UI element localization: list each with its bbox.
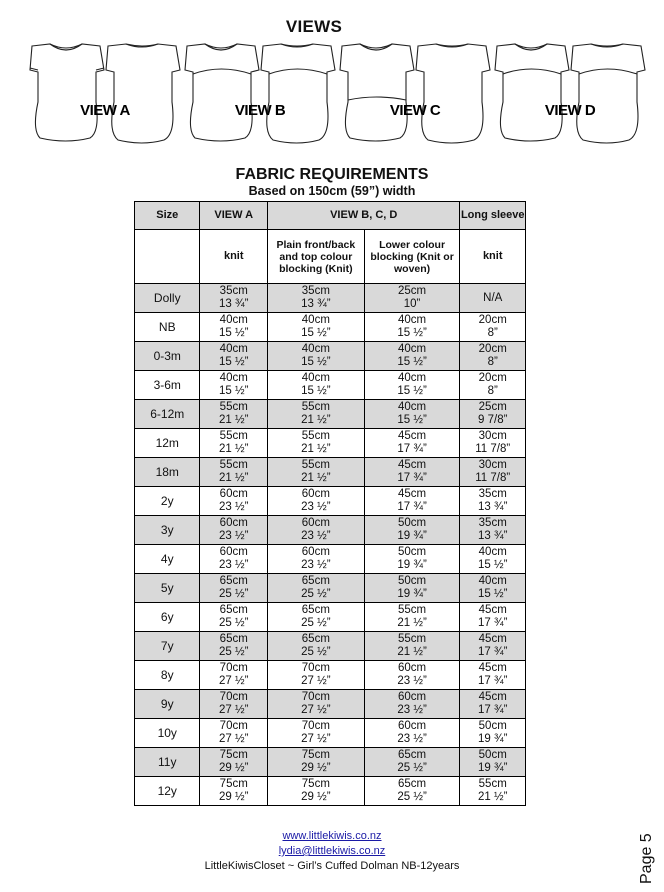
- views-title: VIEWS: [285, 17, 343, 36]
- metric-amount: 45cm: [478, 604, 507, 616]
- amount-cell: [267, 429, 364, 458]
- amount-cell: [460, 429, 526, 458]
- amount-cell: [460, 748, 526, 777]
- metric-amount: 35cm: [478, 517, 507, 529]
- imperial-amount: 17 ¾”: [478, 704, 508, 716]
- imperial-amount: 23 ½”: [397, 733, 427, 745]
- imperial-amount: 15 ½”: [397, 327, 427, 339]
- amount-cell: [460, 603, 526, 632]
- imperial-amount: 15 ½”: [397, 414, 427, 426]
- size-cell: 2y: [135, 487, 200, 516]
- subheader-knit: knit: [200, 230, 268, 284]
- metric-amount: 60cm: [398, 720, 427, 732]
- amount-cell: [460, 400, 526, 429]
- amount-cell: [364, 284, 460, 313]
- imperial-amount: 29 ½”: [301, 791, 331, 803]
- imperial-amount: 25 ½”: [301, 646, 331, 658]
- metric-amount: 75cm: [301, 749, 330, 761]
- metric-amount: 40cm: [398, 401, 427, 413]
- imperial-amount: 25 ½”: [219, 646, 249, 658]
- amount-cell: [460, 632, 526, 661]
- metric-amount: 50cm: [478, 720, 507, 732]
- amount-cell: [200, 429, 268, 458]
- table-row: [135, 487, 526, 516]
- table-row: [135, 603, 526, 632]
- imperial-amount: 23 ½”: [219, 559, 249, 571]
- imperial-amount: 19 ¾”: [397, 559, 427, 571]
- amount-cell: [364, 371, 460, 400]
- amount-cell: [460, 719, 526, 748]
- metric-amount: 65cm: [301, 633, 330, 645]
- amount-cell: [364, 458, 460, 487]
- amount-cell: [267, 719, 364, 748]
- amount-cell: [460, 487, 526, 516]
- imperial-amount: 23 ½”: [301, 501, 331, 513]
- metric-amount: 40cm: [478, 546, 507, 558]
- fabric-requirements-table: [134, 201, 526, 806]
- view-d-illustration: [493, 40, 647, 150]
- view-c-label: VIEW C: [389, 102, 441, 119]
- imperial-amount: 19 ¾”: [397, 588, 427, 600]
- imperial-amount: 25 ½”: [219, 588, 249, 600]
- amount-cell: [200, 400, 268, 429]
- footer-email[interactable]: [0, 845, 664, 857]
- metric-amount: 45cm: [478, 633, 507, 645]
- view-b-label: VIEW B: [234, 102, 286, 119]
- amount-cell: [200, 545, 268, 574]
- metric-amount: 60cm: [398, 691, 427, 703]
- metric-amount: 35cm: [478, 488, 507, 500]
- subheader-empty: [135, 230, 200, 284]
- metric-amount: 55cm: [219, 401, 248, 413]
- imperial-amount: 23 ½”: [219, 501, 249, 513]
- amount-cell: [267, 284, 364, 313]
- imperial-amount: 23 ½”: [397, 675, 427, 687]
- imperial-amount: 27 ½”: [219, 704, 249, 716]
- size-cell: 18m: [135, 458, 200, 487]
- imperial-amount: 23 ½”: [301, 530, 331, 542]
- table-row: [135, 516, 526, 545]
- amount-cell: [267, 371, 364, 400]
- amount-cell: [200, 342, 268, 371]
- imperial-amount: 27 ½”: [219, 675, 249, 687]
- amount-cell: [460, 313, 526, 342]
- imperial-amount: 21 ½”: [397, 617, 427, 629]
- shirt-front-back-icon: [28, 40, 182, 150]
- amount-cell: [200, 661, 268, 690]
- header-size: Size: [135, 202, 200, 230]
- imperial-amount: 21 ½”: [301, 443, 331, 455]
- size-cell: 12y: [135, 777, 200, 806]
- imperial-amount: 15 ½”: [397, 385, 427, 397]
- amount-cell: [364, 777, 460, 806]
- imperial-amount: 21 ½”: [219, 443, 249, 455]
- metric-amount: 20cm: [478, 314, 507, 326]
- subheader-knit-long: knit: [460, 230, 526, 284]
- amount-cell: [364, 342, 460, 371]
- amount-cell: [267, 342, 364, 371]
- imperial-amount: 17 ¾”: [397, 501, 427, 513]
- fabric-subtitle: Based on 150cm (59”) width: [248, 184, 416, 198]
- size-cell: 3y: [135, 516, 200, 545]
- imperial-amount: 21 ½”: [478, 791, 508, 803]
- website-link[interactable]: www.littlekiwis.co.nz: [282, 830, 382, 842]
- imperial-amount: 15 ½”: [219, 327, 249, 339]
- amount-cell: [267, 690, 364, 719]
- metric-amount: 60cm: [301, 488, 330, 500]
- amount-cell: [460, 574, 526, 603]
- size-cell: 11y: [135, 748, 200, 777]
- amount-cell: [460, 284, 526, 313]
- table-row: [135, 342, 526, 371]
- imperial-amount: 10”: [403, 298, 421, 310]
- imperial-amount: 15 ½”: [301, 356, 331, 368]
- metric-amount: 50cm: [478, 749, 507, 761]
- metric-amount: 40cm: [398, 372, 427, 384]
- size-cell: 0-3m: [135, 342, 200, 371]
- metric-amount: 30cm: [478, 459, 507, 471]
- metric-amount: 75cm: [301, 778, 330, 790]
- metric-amount: 55cm: [219, 430, 248, 442]
- table-row: [135, 690, 526, 719]
- imperial-amount: 27 ½”: [219, 733, 249, 745]
- amount-cell: [267, 574, 364, 603]
- metric-amount: 20cm: [478, 343, 507, 355]
- imperial-amount: 19 ¾”: [478, 733, 508, 745]
- imperial-amount: 13 ¾”: [478, 530, 508, 542]
- amount-cell: [364, 748, 460, 777]
- amount-cell: [460, 545, 526, 574]
- imperial-amount: 27 ½”: [301, 733, 331, 745]
- metric-amount: 65cm: [398, 749, 427, 761]
- metric-amount: 50cm: [398, 546, 427, 558]
- metric-amount: 25cm: [478, 401, 507, 413]
- metric-amount: N/A: [483, 291, 503, 304]
- amount-cell: [267, 632, 364, 661]
- imperial-amount: 8”: [487, 327, 498, 339]
- size-cell: 5y: [135, 574, 200, 603]
- size-cell: 9y: [135, 690, 200, 719]
- size-cell: 7y: [135, 632, 200, 661]
- metric-amount: 55cm: [301, 459, 330, 471]
- metric-amount: 35cm: [301, 285, 330, 297]
- metric-amount: 30cm: [478, 430, 507, 442]
- amount-cell: [267, 661, 364, 690]
- metric-amount: 25cm: [398, 285, 427, 297]
- imperial-amount: 25 ½”: [301, 617, 331, 629]
- metric-amount: 60cm: [219, 488, 248, 500]
- imperial-amount: 25 ½”: [397, 762, 427, 774]
- imperial-amount: 17 ¾”: [397, 472, 427, 484]
- amount-cell: [364, 429, 460, 458]
- imperial-amount: 15 ½”: [219, 385, 249, 397]
- amount-cell: [460, 661, 526, 690]
- metric-amount: 70cm: [219, 720, 248, 732]
- amount-cell: [364, 690, 460, 719]
- imperial-amount: 8”: [487, 356, 498, 368]
- imperial-amount: 23 ½”: [219, 530, 249, 542]
- table-row: [135, 400, 526, 429]
- amount-cell: [267, 603, 364, 632]
- metric-amount: 60cm: [398, 662, 427, 674]
- metric-amount: 40cm: [301, 372, 330, 384]
- table-row: [135, 719, 526, 748]
- amount-cell: [200, 516, 268, 545]
- metric-amount: 55cm: [301, 430, 330, 442]
- shirt-front-back-icon: [338, 40, 492, 150]
- table-body: [135, 284, 526, 806]
- metric-amount: 70cm: [301, 720, 330, 732]
- metric-amount: 65cm: [301, 575, 330, 587]
- imperial-amount: 23 ½”: [301, 559, 331, 571]
- amount-cell: [364, 574, 460, 603]
- amount-cell: [364, 516, 460, 545]
- table-subheader-row: [135, 230, 526, 284]
- size-cell: 4y: [135, 545, 200, 574]
- view-c-illustration: [338, 40, 492, 150]
- imperial-amount: 15 ½”: [478, 559, 508, 571]
- footer-website[interactable]: [0, 830, 664, 842]
- size-cell: 10y: [135, 719, 200, 748]
- metric-amount: 40cm: [398, 343, 427, 355]
- amount-cell: [267, 545, 364, 574]
- metric-amount: 45cm: [398, 430, 427, 442]
- table-row: [135, 661, 526, 690]
- imperial-amount: 15 ½”: [219, 356, 249, 368]
- metric-amount: 65cm: [219, 575, 248, 587]
- amount-cell: [200, 371, 268, 400]
- imperial-amount: 29 ½”: [219, 791, 249, 803]
- imperial-amount: 29 ½”: [301, 762, 331, 774]
- imperial-amount: 25 ½”: [219, 617, 249, 629]
- imperial-amount: 21 ½”: [301, 414, 331, 426]
- metric-amount: 70cm: [219, 691, 248, 703]
- amount-cell: [460, 371, 526, 400]
- page-number: Page 5: [638, 833, 655, 884]
- amount-cell: [200, 313, 268, 342]
- amount-cell: [364, 487, 460, 516]
- header-view-a: VIEW A: [200, 202, 268, 230]
- amount-cell: [364, 400, 460, 429]
- metric-amount: 45cm: [398, 488, 427, 500]
- imperial-amount: 17 ¾”: [478, 646, 508, 658]
- amount-cell: [200, 777, 268, 806]
- metric-amount: 55cm: [398, 633, 427, 645]
- size-cell: 12m: [135, 429, 200, 458]
- metric-amount: 35cm: [219, 285, 248, 297]
- table-row: [135, 632, 526, 661]
- amount-cell: [200, 574, 268, 603]
- imperial-amount: 27 ½”: [301, 675, 331, 687]
- imperial-amount: 19 ¾”: [478, 762, 508, 774]
- metric-amount: 75cm: [219, 778, 248, 790]
- view-a-label: VIEW A: [80, 102, 130, 119]
- amount-cell: [200, 487, 268, 516]
- amount-cell: [200, 690, 268, 719]
- table-row: [135, 284, 526, 313]
- amount-cell: [364, 719, 460, 748]
- amount-cell: [267, 400, 364, 429]
- metric-amount: 60cm: [219, 517, 248, 529]
- imperial-amount: 17 ¾”: [397, 443, 427, 455]
- amount-cell: [364, 603, 460, 632]
- metric-amount: 60cm: [219, 546, 248, 558]
- imperial-amount: 29 ½”: [219, 762, 249, 774]
- amount-cell: [364, 313, 460, 342]
- amount-cell: [364, 632, 460, 661]
- amount-cell: [267, 313, 364, 342]
- imperial-amount: 15 ½”: [301, 385, 331, 397]
- metric-amount: 65cm: [219, 604, 248, 616]
- metric-amount: 75cm: [219, 749, 248, 761]
- metric-amount: 70cm: [301, 662, 330, 674]
- imperial-amount: 17 ¾”: [478, 617, 508, 629]
- imperial-amount: 21 ½”: [397, 646, 427, 658]
- footer-credit: LittleKiwisCloset ~ Girl’s Cuffed Dolman NB-12years: [204, 860, 460, 872]
- table-row: [135, 371, 526, 400]
- metric-amount: 40cm: [398, 314, 427, 326]
- table-row: [135, 748, 526, 777]
- metric-amount: 45cm: [398, 459, 427, 471]
- imperial-amount: 11 7/8”: [475, 443, 511, 455]
- imperial-amount: 17 ¾”: [478, 675, 508, 687]
- imperial-amount: 25 ½”: [397, 791, 427, 803]
- imperial-amount: 25 ½”: [301, 588, 331, 600]
- size-cell: 3-6m: [135, 371, 200, 400]
- amount-cell: [460, 690, 526, 719]
- amount-cell: [267, 516, 364, 545]
- amount-cell: [460, 777, 526, 806]
- metric-amount: 20cm: [478, 372, 507, 384]
- email-link[interactable]: lydia@littlekiwis.co.nz: [278, 845, 386, 857]
- table-row: [135, 574, 526, 603]
- imperial-amount: 11 7/8”: [475, 472, 511, 484]
- amount-cell: [460, 342, 526, 371]
- subheader-lower-colour: Lower colour blocking (Knit or woven): [364, 230, 460, 284]
- views-illustrations: [28, 40, 656, 150]
- metric-amount: 40cm: [478, 575, 507, 587]
- metric-amount: 40cm: [219, 343, 248, 355]
- amount-cell: [200, 458, 268, 487]
- metric-amount: 60cm: [301, 517, 330, 529]
- imperial-amount: 27 ½”: [301, 704, 331, 716]
- metric-amount: 55cm: [219, 459, 248, 471]
- size-cell: 6-12m: [135, 400, 200, 429]
- view-a-illustration: [28, 40, 182, 150]
- metric-amount: 60cm: [301, 546, 330, 558]
- table-row: [135, 777, 526, 806]
- size-cell: Dolly: [135, 284, 200, 313]
- imperial-amount: 13 ¾”: [219, 298, 249, 310]
- amount-cell: [200, 284, 268, 313]
- metric-amount: 55cm: [398, 604, 427, 616]
- amount-cell: [200, 632, 268, 661]
- imperial-amount: 15 ½”: [301, 327, 331, 339]
- amount-cell: [267, 458, 364, 487]
- amount-cell: [267, 487, 364, 516]
- metric-amount: 50cm: [398, 517, 427, 529]
- metric-amount: 65cm: [301, 604, 330, 616]
- metric-amount: 70cm: [219, 662, 248, 674]
- view-d-label: VIEW D: [544, 102, 596, 119]
- metric-amount: 40cm: [301, 314, 330, 326]
- size-cell: NB: [135, 313, 200, 342]
- metric-amount: 45cm: [478, 691, 507, 703]
- imperial-amount: 21 ½”: [219, 414, 249, 426]
- metric-amount: 40cm: [301, 343, 330, 355]
- header-long-sleeve: Long sleeve: [460, 202, 526, 230]
- imperial-amount: 13 ¾”: [478, 501, 508, 513]
- header-view-bcd: VIEW B, C, D: [267, 202, 459, 230]
- metric-amount: 55cm: [478, 778, 507, 790]
- metric-amount: 65cm: [398, 778, 427, 790]
- amount-cell: [200, 603, 268, 632]
- imperial-amount: 21 ½”: [301, 472, 331, 484]
- subheader-plain-front: Plain front/back and top colour blocking (Knit): [267, 230, 364, 284]
- amount-cell: [267, 748, 364, 777]
- amount-cell: [200, 719, 268, 748]
- amount-cell: [364, 545, 460, 574]
- view-b-illustration: [183, 40, 337, 150]
- shirt-front-back-icon: [493, 40, 647, 150]
- imperial-amount: 15 ½”: [478, 588, 508, 600]
- metric-amount: 55cm: [301, 401, 330, 413]
- imperial-amount: 21 ½”: [219, 472, 249, 484]
- imperial-amount: 19 ¾”: [397, 530, 427, 542]
- imperial-amount: 23 ½”: [397, 704, 427, 716]
- amount-cell: [460, 458, 526, 487]
- amount-cell: [200, 748, 268, 777]
- amount-cell: [364, 661, 460, 690]
- imperial-amount: 15 ½”: [397, 356, 427, 368]
- table-row: [135, 429, 526, 458]
- metric-amount: 45cm: [478, 662, 507, 674]
- amount-cell: [460, 516, 526, 545]
- table-header-row: [135, 202, 526, 230]
- fabric-title: FABRIC REQUIREMENTS: [235, 166, 429, 183]
- shirt-front-back-icon: [183, 40, 337, 150]
- size-cell: 6y: [135, 603, 200, 632]
- size-cell: 8y: [135, 661, 200, 690]
- metric-amount: 40cm: [219, 372, 248, 384]
- table-row: [135, 313, 526, 342]
- metric-amount: 40cm: [219, 314, 248, 326]
- table-row: [135, 545, 526, 574]
- imperial-amount: 9 7/8”: [478, 414, 508, 426]
- metric-amount: 70cm: [301, 691, 330, 703]
- table-row: [135, 458, 526, 487]
- metric-amount: 50cm: [398, 575, 427, 587]
- imperial-amount: 13 ¾”: [301, 298, 331, 310]
- amount-cell: [267, 777, 364, 806]
- metric-amount: 65cm: [219, 633, 248, 645]
- imperial-amount: 8”: [487, 385, 498, 397]
